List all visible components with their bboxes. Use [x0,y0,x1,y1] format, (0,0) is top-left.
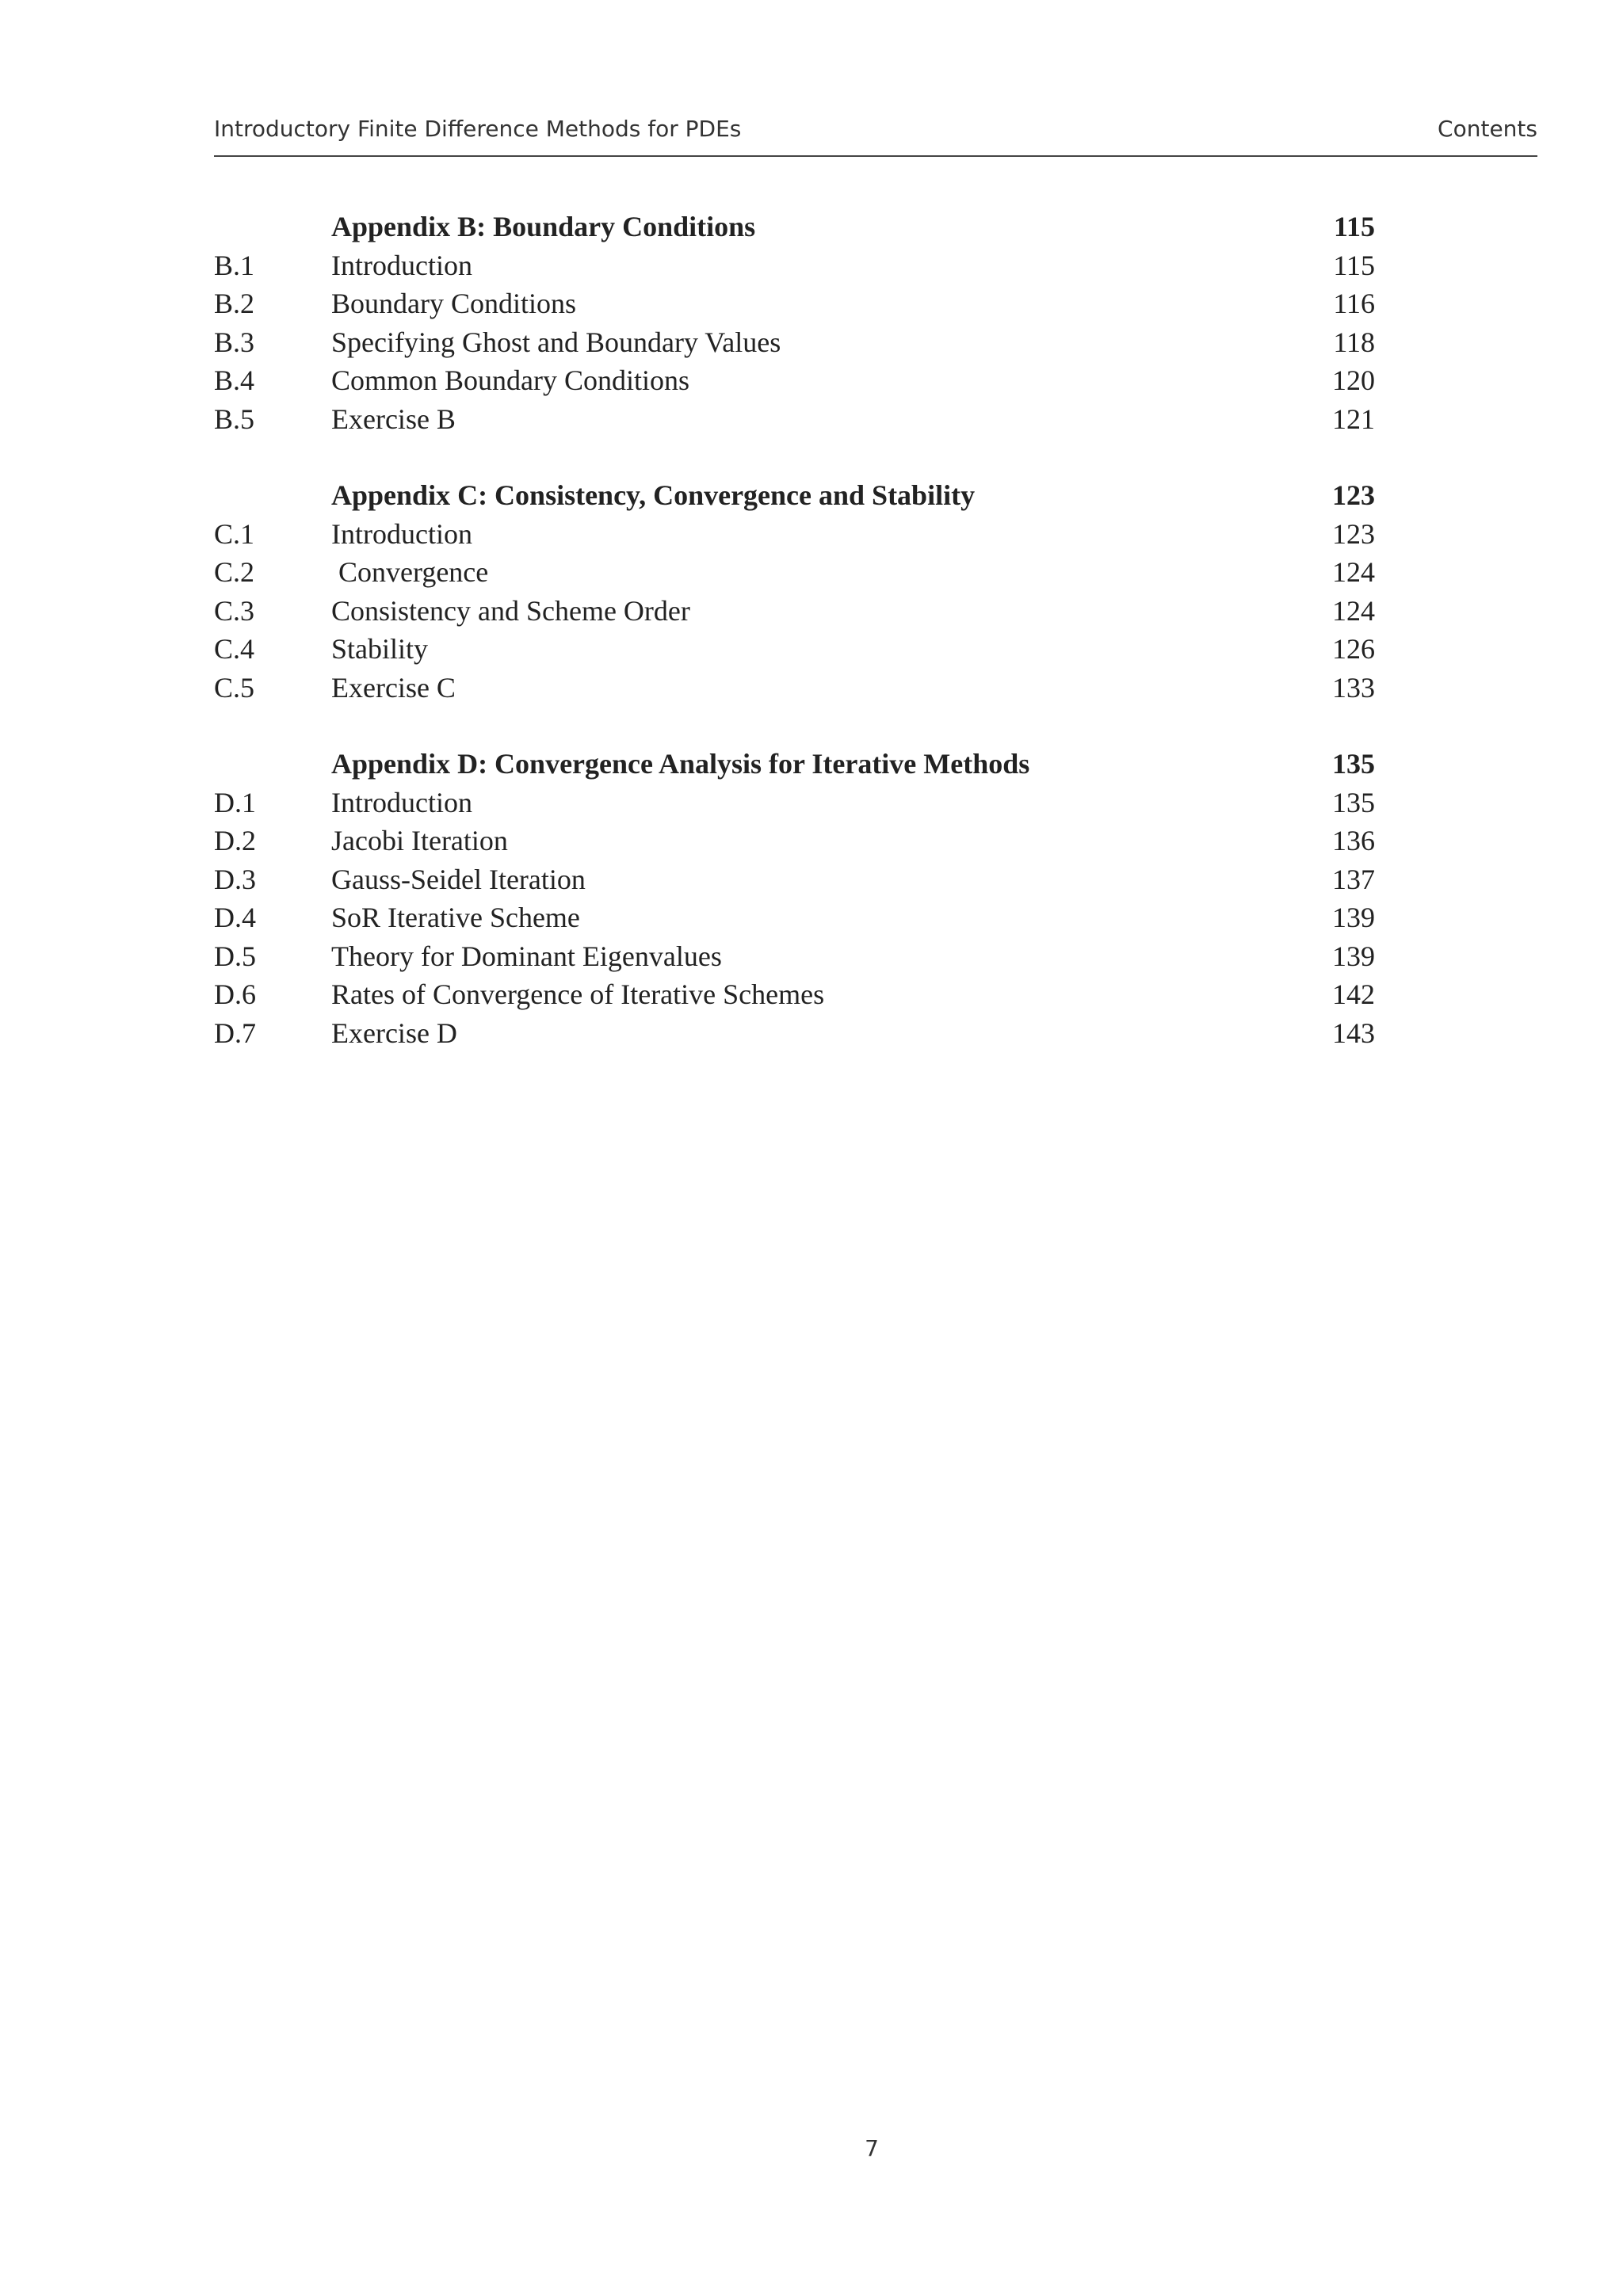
toc-entry[interactable] [214,553,1375,592]
toc-entry-number: C.3 [214,594,255,627]
toc-entry[interactable] [214,246,1375,285]
toc-entry[interactable] [214,400,1375,439]
toc-entry-page: 142 [1332,978,1375,1010]
toc-section [214,476,1375,707]
toc-entry-title: Rates of Convergence of Iterative Schemes [331,978,825,1010]
toc-entry-number: D.1 [214,786,256,818]
toc-entry-title: Specifying Ghost and Boundary Values [331,326,781,358]
toc-entry-page: 136 [1332,825,1375,856]
toc-entry-page: 115 [1333,249,1375,281]
toc-entry-title: Theory for Dominant Eigenvalues [331,940,722,972]
toc-entry-number: B.3 [214,326,255,358]
toc-entry[interactable] [214,630,1375,669]
toc-entry[interactable] [214,361,1375,400]
toc-entry-title: Introduction [331,786,472,818]
running-header [214,109,1537,157]
page-number: 7 [865,2135,879,2161]
toc-entry-title: Introduction [331,517,472,550]
toc-entry[interactable] [214,284,1375,323]
toc-entry-title: Exercise D [331,1016,457,1049]
book-title: Introductory Finite Difference Methods for PDEs [214,116,742,142]
toc-entry-title: Exercise B [331,402,456,435]
table-of-contents [214,208,1375,1090]
toc-entry-number: C.2 [214,556,255,588]
toc-entry-page: 135 [1332,786,1375,818]
toc-entry[interactable] [214,898,1375,937]
toc-heading-page: 123 [1332,479,1375,511]
toc-entry-page: 123 [1332,517,1375,550]
toc-entry-page: 137 [1332,863,1375,895]
toc-entry[interactable] [214,860,1375,899]
toc-entry-page: 126 [1332,633,1375,665]
toc-entry-number: D.4 [214,902,256,933]
toc-entry-page: 118 [1333,326,1375,358]
toc-section [214,745,1375,1052]
toc-entry[interactable] [214,515,1375,554]
toc-entry[interactable] [214,822,1375,860]
toc-entry-number: B.1 [214,249,255,281]
toc-entry-title: Boundary Conditions [331,288,577,319]
toc-entry[interactable] [214,669,1375,707]
toc-entry-title: Gauss-Seidel Iteration [331,863,586,895]
toc-entry[interactable] [214,592,1375,631]
toc-entry[interactable] [214,784,1375,822]
toc-heading[interactable] [214,476,1375,515]
toc-entry-number: B.2 [214,288,255,319]
toc-heading-title: Appendix D: Convergence Analysis for Iterative Methods [331,748,1030,780]
toc-entry-title: Introduction [331,249,472,281]
toc-entry[interactable] [214,975,1375,1014]
toc-heading-title: Appendix C: Consistency, Convergence and Stability [331,479,976,511]
toc-entry-page: 143 [1332,1016,1375,1049]
toc-entry-number: C.4 [214,633,255,665]
toc-entry-page: 139 [1332,940,1375,972]
toc-entry-page: 124 [1332,594,1375,627]
toc-entry-title: Convergence [331,556,489,588]
toc-entry-page: 120 [1332,364,1375,396]
toc-entry-title: Jacobi Iteration [331,825,508,856]
toc-entry-page: 133 [1332,671,1375,704]
toc-entry-title: Common Boundary Conditions [331,364,690,396]
toc-entry-number: D.2 [214,825,256,856]
toc-heading-page: 115 [1333,211,1375,242]
toc-section [214,208,1375,438]
toc-entry-page: 139 [1332,902,1375,933]
toc-entry-title: Stability [331,633,429,665]
toc-heading-page: 135 [1332,748,1375,780]
toc-entry-page: 124 [1332,556,1375,588]
toc-entry[interactable] [214,323,1375,362]
toc-entry-title: SoR Iterative Scheme [331,902,580,933]
toc-entry-number: C.5 [214,671,255,704]
toc-entry[interactable] [214,1014,1375,1053]
toc-entry-title: Consistency and Scheme Order [331,594,690,627]
toc-entry-number: B.4 [214,364,255,396]
toc-heading-title: Appendix B: Boundary Conditions [331,211,756,242]
toc-heading[interactable] [214,745,1375,784]
section-title: Contents [1438,116,1537,142]
toc-entry[interactable] [214,937,1375,976]
toc-entry-page: 116 [1333,288,1375,319]
toc-heading[interactable] [214,208,1375,246]
toc-entry-number: C.1 [214,517,255,550]
toc-entry-page: 121 [1332,402,1375,435]
toc-entry-number: D.5 [214,940,256,972]
toc-entry-number: D.7 [214,1016,256,1049]
toc-entry-number: B.5 [214,402,255,435]
toc-entry-number: D.3 [214,863,256,895]
toc-entry-number: D.6 [214,978,256,1010]
toc-entry-title: Exercise C [331,671,456,704]
